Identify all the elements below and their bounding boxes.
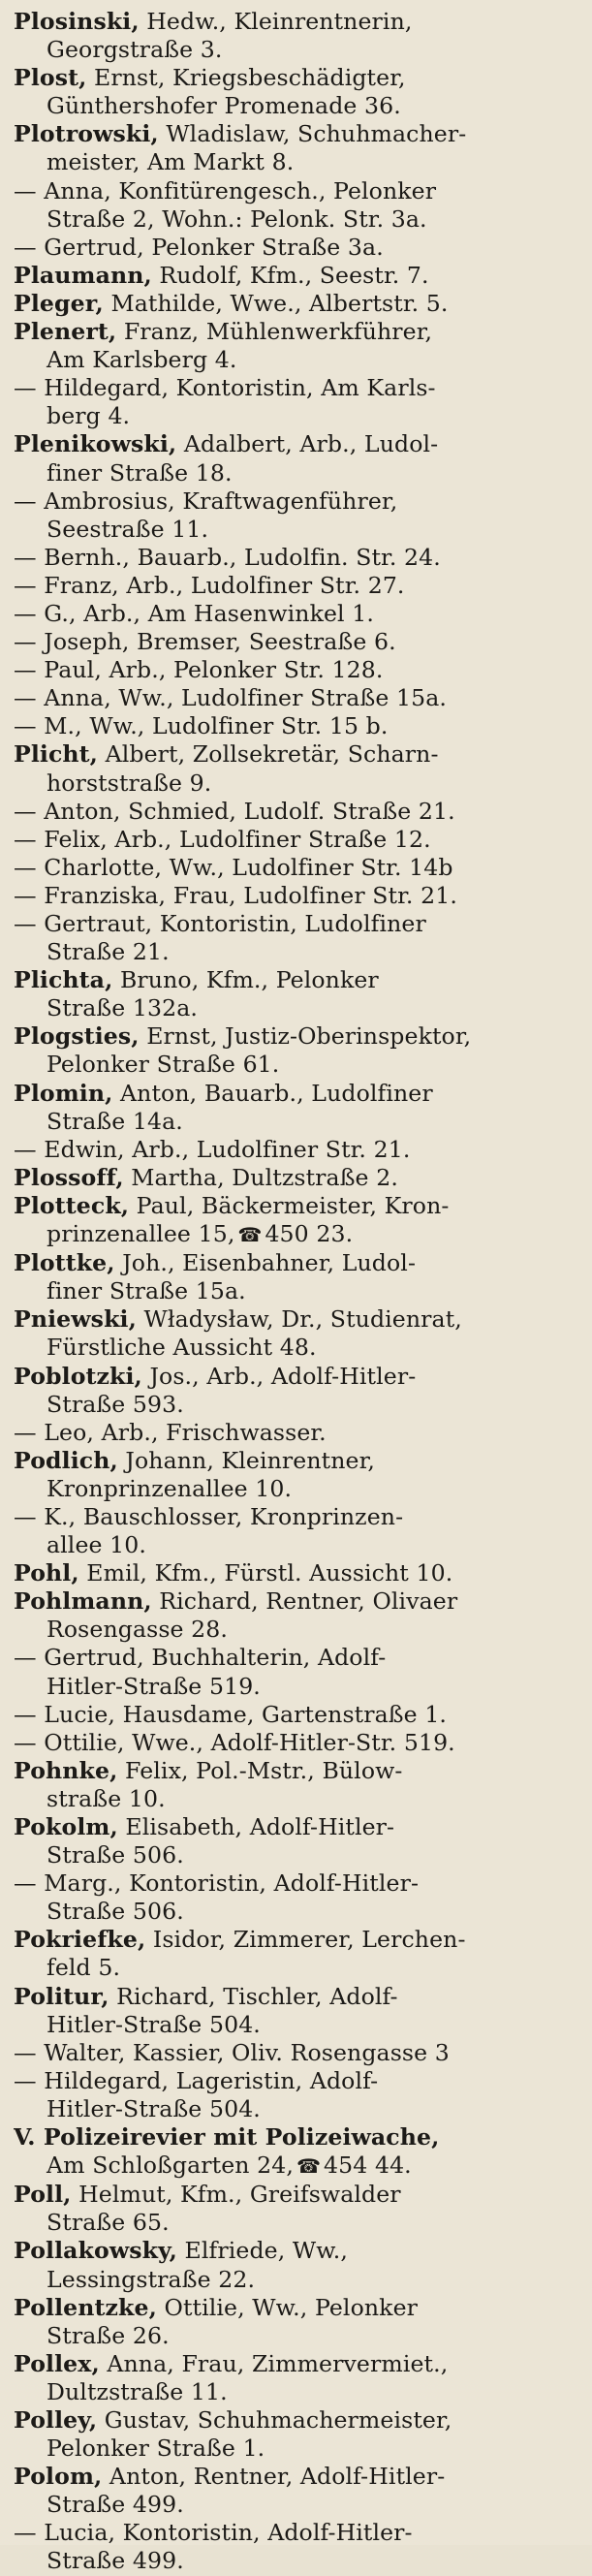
entry-surname: Plosinski, <box>14 8 140 35</box>
entry-surname: V. Polizeirevier mit Polizeiwache, <box>14 2123 440 2152</box>
entry-continuation-line <box>14 2266 578 2294</box>
directory-entry <box>14 1983 578 2039</box>
phone-number: 450 23. <box>265 1220 354 1248</box>
entry-details: Hedw., Kleinrentnerin, <box>139 8 413 35</box>
directory-entry <box>14 2067 578 2123</box>
telephone-icon: ☎ <box>296 2154 322 2179</box>
entry-continuation-line <box>14 2378 578 2406</box>
entry-surname: Pohlmann, <box>14 1587 152 1616</box>
entry-details: Kronprinzenallee 10. <box>47 1474 293 1502</box>
entry-details: — Felix, Arb., Ludolfiner Straße 12. <box>14 825 431 853</box>
entry-surname: Plenikowski, <box>14 430 177 458</box>
entry-continuation-line <box>14 2095 578 2123</box>
entry-first-line <box>14 487 578 516</box>
entry-surname: Podlich, <box>14 1446 118 1474</box>
entry-details: — Franziska, Frau, Ludolfiner Str. 21. <box>14 881 457 909</box>
entry-continuation-line <box>14 2152 578 2181</box>
entry-details: — Ottilie, Wwe., Adolf-Hitler-Str. 519. <box>14 1728 455 1756</box>
entry-details: Anton, Bauarb., Ludolfiner <box>112 1079 433 1107</box>
entry-details: allee 10. <box>47 1531 147 1559</box>
entry-continuation-line <box>14 1531 578 1559</box>
entry-details: — Charlotte, Ww., Ludolfiner Str. 14b <box>14 853 453 881</box>
entry-continuation-line <box>14 1334 578 1362</box>
entry-surname: Plotteck, <box>14 1191 130 1219</box>
entry-first-line <box>14 544 578 572</box>
directory-entry <box>14 290 578 318</box>
directory-entry <box>14 2123 578 2181</box>
directory-entry <box>14 740 578 797</box>
directory-entry <box>14 177 578 234</box>
directory-entry <box>14 1022 578 1079</box>
entry-surname: Pollex, <box>14 2349 100 2377</box>
directory-entry <box>14 1813 578 1869</box>
phone-number: 454 44. <box>324 2152 412 2180</box>
entry-details: horststraße 9. <box>47 769 212 797</box>
entry-details: — Joseph, Bremser, Seestraße 6. <box>14 628 396 656</box>
directory-entry <box>14 1729 578 1757</box>
directory-entry <box>14 318 578 374</box>
entry-details: Albert, Zollsekretär, Scharn- <box>98 740 439 769</box>
entry-continuation-line <box>14 770 578 798</box>
directory-entry <box>14 1644 578 1700</box>
entry-details: Bruno, Kfm., Pelonker <box>112 966 379 994</box>
entry-first-line <box>14 2406 578 2435</box>
entry-first-line <box>14 318 578 346</box>
entry-first-line <box>14 1503 578 1531</box>
entry-details: — Paul, Arb., Pelonker Str. 128. <box>14 656 384 684</box>
entry-details: Elisabeth, Adolf-Hitler- <box>117 1813 395 1840</box>
entry-details: Straße 21. <box>47 938 170 966</box>
entry-first-line <box>14 1164 578 1192</box>
entry-first-line <box>14 374 578 402</box>
entry-first-line <box>14 262 578 290</box>
entry-details: Adalbert, Arb., Ludol- <box>176 430 439 458</box>
entry-first-line <box>14 1080 578 1108</box>
directory-entry <box>14 262 578 290</box>
entry-details: — Anna, Konfitürengesch., Pelonker <box>14 176 437 204</box>
directory-entry <box>14 544 578 572</box>
entry-continuation-line <box>14 459 578 487</box>
entry-details: meister, Am Markt 8. <box>47 148 295 176</box>
entry-details: finer Straße 18. <box>47 458 233 487</box>
entry-details: — K., Bauschlosser, Kronprinzen- <box>14 1502 404 1530</box>
entry-first-line <box>14 234 578 262</box>
entry-first-line <box>14 2350 578 2378</box>
directory-entry <box>14 966 578 1022</box>
entry-details: Straße 65. <box>47 2209 170 2237</box>
entry-details: Georgstraße 3. <box>47 36 223 64</box>
entry-first-line <box>14 712 578 740</box>
entry-details: Pelonker Straße 61. <box>47 1051 280 1079</box>
directory-entry <box>14 487 578 544</box>
entry-details: Ernst, Justiz-Oberinspektor, <box>139 1022 472 1051</box>
entry-details: Hitler-Straße 504. <box>47 2094 261 2122</box>
entry-details: Richard, Rentner, Olivaer <box>151 1587 458 1616</box>
directory-entry <box>14 1305 578 1362</box>
directory-entry <box>14 2181 578 2237</box>
entry-surname: Politur, <box>14 1982 109 2010</box>
entry-continuation-line <box>14 36 578 64</box>
entry-continuation-line <box>14 1220 578 1249</box>
entry-continuation-line <box>14 516 578 544</box>
directory-entry <box>14 798 578 826</box>
directory-entry <box>14 1503 578 1559</box>
entry-details: straße 10. <box>47 1784 166 1812</box>
entry-first-line <box>14 8 578 36</box>
entry-details: Helmut, Kfm., Greifswalder <box>71 2181 401 2209</box>
entry-details: Wladislaw, Schuhmacher- <box>158 120 467 148</box>
entry-first-line <box>14 1701 578 1729</box>
directory-entry <box>14 120 578 176</box>
entry-continuation-line <box>14 92 578 120</box>
entry-continuation-line <box>14 1616 578 1644</box>
directory-entry <box>14 1136 578 1164</box>
entry-details: Paul, Bäckermeister, Kron- <box>129 1191 450 1219</box>
entry-surname: Plost, <box>14 64 87 92</box>
entry-first-line <box>14 2294 578 2322</box>
entry-first-line <box>14 1363 578 1391</box>
entry-details: Straße 14a. <box>47 1107 183 1135</box>
entry-details: Franz, Mühlenwerkführer, <box>116 318 433 346</box>
entry-surname: Poblotzki, <box>14 1362 142 1390</box>
directory-entry <box>14 2039 578 2067</box>
entry-first-line <box>14 120 578 148</box>
entry-first-line <box>14 430 578 458</box>
entry-details: Am Schloßgarten 24, <box>47 2152 295 2180</box>
entry-continuation-line <box>14 1898 578 1926</box>
entry-first-line <box>14 1729 578 1757</box>
entry-continuation-line <box>14 1108 578 1136</box>
directory-entry <box>14 1447 578 1503</box>
entry-surname: Plaumann, <box>14 261 152 289</box>
entry-details: Elfriede, Ww., <box>176 2237 348 2265</box>
directory-entry <box>14 2463 578 2519</box>
entry-continuation-line <box>14 205 578 234</box>
entry-continuation-line <box>14 1673 578 1701</box>
directory-entry <box>14 1363 578 1419</box>
entry-surname: Pollakowsky, <box>14 2237 177 2265</box>
entry-surname: Pohl, <box>14 1559 79 1587</box>
entry-continuation-line <box>14 2322 578 2350</box>
entry-details: — Walter, Kassier, Oliv. Rosengasse 3 <box>14 2038 450 2066</box>
directory-entry <box>14 234 578 262</box>
entry-details: — Ambrosius, Kraftwagenführer, <box>14 487 398 515</box>
entry-surname: Pohnke, <box>14 1756 118 1784</box>
entry-details: Straße 593. <box>47 1390 184 1418</box>
entry-first-line <box>14 1587 578 1616</box>
entry-surname: Plottke, <box>14 1249 115 1277</box>
entry-details: Straße 26. <box>47 2321 170 2349</box>
directory-entry <box>14 1926 578 1982</box>
directory-entry <box>14 64 578 120</box>
entry-details: — Bernh., Bauarb., Ludolfin. Str. 24. <box>14 543 441 571</box>
entry-continuation-line <box>14 346 578 374</box>
entry-first-line <box>14 1757 578 1785</box>
directory-entry <box>14 2237 578 2293</box>
entry-details: — Franz, Arb., Ludolfiner Str. 27. <box>14 571 405 599</box>
entry-surname: Plomin, <box>14 1079 113 1107</box>
directory-entry <box>14 8 578 64</box>
entry-first-line <box>14 740 578 769</box>
entry-continuation-line <box>14 1841 578 1869</box>
entry-continuation-line <box>14 2435 578 2463</box>
entry-first-line <box>14 177 578 205</box>
entry-details: Ernst, Kriegsbeschädigter, <box>86 64 406 92</box>
entry-details: Fürstliche Aussicht 48. <box>47 1334 317 1362</box>
entry-first-line <box>14 1022 578 1051</box>
entry-first-line <box>14 1869 578 1898</box>
entry-details: Isidor, Zimmerer, Lerchen- <box>145 1926 466 1954</box>
entry-first-line <box>14 2123 578 2152</box>
entry-surname: Plossoff, <box>14 1163 124 1191</box>
entry-continuation-line <box>14 148 578 176</box>
entry-first-line <box>14 2519 578 2547</box>
directory-entry <box>14 826 578 854</box>
entry-details: — G., Arb., Am Hasenwinkel 1. <box>14 599 374 627</box>
entry-first-line <box>14 826 578 854</box>
entry-details: berg 4. <box>47 402 131 430</box>
entry-continuation-line <box>14 994 578 1022</box>
entry-first-line <box>14 854 578 882</box>
entry-first-line <box>14 910 578 938</box>
entry-continuation-line <box>14 2011 578 2039</box>
entry-first-line <box>14 1305 578 1334</box>
entry-details: Rosengasse 28. <box>47 1616 229 1644</box>
directory-entry <box>14 1192 578 1249</box>
directory-entry <box>14 1587 578 1644</box>
directory-entry <box>14 1701 578 1729</box>
entry-details: finer Straße 15a. <box>47 1277 246 1305</box>
entry-details: Hitler-Straße 504. <box>47 2010 261 2038</box>
entry-first-line <box>14 1419 578 1447</box>
entry-first-line <box>14 1813 578 1841</box>
entry-details: Władysław, Dr., Studienrat, <box>136 1305 462 1334</box>
entry-continuation-line <box>14 1954 578 1982</box>
entry-details: — Lucia, Kontoristin, Adolf-Hitler- <box>14 2519 413 2547</box>
directory-entry <box>14 684 578 712</box>
directory-entry <box>14 1757 578 1813</box>
entry-first-line <box>14 1447 578 1475</box>
entry-details: Straße 506. <box>47 1841 184 1869</box>
entry-continuation-line <box>14 1391 578 1419</box>
directory-entry <box>14 1559 578 1587</box>
entry-details: Richard, Tischler, Adolf- <box>109 1982 398 2010</box>
entry-first-line <box>14 628 578 656</box>
directory-entry <box>14 600 578 628</box>
entry-details: Felix, Pol.-Mstr., Bülow- <box>117 1756 403 1784</box>
entry-details: prinzenallee 15, <box>47 1220 235 1248</box>
entry-surname: Pniewski, <box>14 1305 137 1334</box>
entry-details: — Edwin, Arb., Ludolfiner Str. 21. <box>14 1135 411 1163</box>
entry-details: Ottilie, Ww., Pelonker <box>156 2293 419 2321</box>
entry-details: — Gertraut, Kontoristin, Ludolfiner <box>14 910 426 937</box>
entry-details: Martha, Dultzstraße 2. <box>123 1163 398 1191</box>
entry-first-line <box>14 1192 578 1220</box>
directory-entry <box>14 854 578 882</box>
entry-continuation-line <box>14 2491 578 2519</box>
directory-entry <box>14 572 578 600</box>
entry-details: Anton, Rentner, Adolf-Hitler- <box>102 2463 446 2491</box>
directory-entry <box>14 2406 578 2463</box>
telephone-icon: ☎ <box>237 1223 263 1247</box>
entry-surname: Polley, <box>14 2405 98 2434</box>
entry-details: feld 5. <box>47 1954 121 1982</box>
directory-entry <box>14 1249 578 1305</box>
entry-details: — Hildegard, Lageristin, Adolf- <box>14 2066 379 2094</box>
entry-details: Johann, Kleinrentner, <box>117 1446 375 1474</box>
entry-first-line <box>14 64 578 92</box>
entry-continuation-line <box>14 2209 578 2237</box>
directory-entry <box>14 882 578 910</box>
entry-details: Jos., Arb., Adolf-Hitler- <box>141 1362 417 1390</box>
entry-first-line <box>14 290 578 318</box>
entry-details: Dultzstraße 11. <box>47 2377 228 2405</box>
entry-surname: Plenert, <box>14 318 117 346</box>
entry-details: — Lucie, Hausdame, Gartenstraße 1. <box>14 1700 448 1728</box>
directory-entry <box>14 1419 578 1447</box>
entry-surname: Pleger, <box>14 289 104 317</box>
entry-details: Hitler-Straße 519. <box>47 1672 261 1700</box>
entry-details: — M., Ww., Ludolfiner Str. 15 b. <box>14 712 389 740</box>
entry-first-line <box>14 2067 578 2095</box>
entry-surname: Pokolm, <box>14 1813 118 1840</box>
entry-surname: Plogsties, <box>14 1022 140 1051</box>
entry-details: Gustav, Schuhmachermeister, <box>97 2405 452 2434</box>
entry-details: — Anton, Schmied, Ludolf. Straße 21. <box>14 797 455 825</box>
entry-continuation-line <box>14 1475 578 1503</box>
entry-details: — Marg., Kontoristin, Adolf-Hitler- <box>14 1869 420 1898</box>
entry-surname: Plotrowski, <box>14 120 159 148</box>
entry-details: — Leo, Arb., Frischwasser. <box>14 1418 327 1446</box>
entry-first-line <box>14 1559 578 1587</box>
directory-entry <box>14 1869 578 1926</box>
entry-first-line <box>14 882 578 910</box>
directory-entry <box>14 1080 578 1136</box>
directory-entry <box>14 910 578 966</box>
directory-entry <box>14 712 578 740</box>
entry-surname: Polom, <box>14 2463 103 2491</box>
directory-entry <box>14 628 578 656</box>
entry-first-line <box>14 1983 578 2011</box>
entry-first-line <box>14 684 578 712</box>
entry-first-line <box>14 2237 578 2265</box>
entry-continuation-line <box>14 1785 578 1813</box>
entry-details: Straße 132a. <box>47 994 199 1022</box>
entry-first-line <box>14 2463 578 2491</box>
entry-details: — Anna, Ww., Ludolfiner Straße 15a. <box>14 684 447 712</box>
entry-details: Mathilde, Wwe., Albertstr. 5. <box>103 289 449 317</box>
entry-surname: Poll, <box>14 2181 72 2209</box>
entry-details: Straße 499. <box>47 2547 184 2575</box>
entry-details: Emil, Kfm., Fürstl. Aussicht 10. <box>78 1559 453 1587</box>
entry-surname: Pokriefke, <box>14 1926 146 1954</box>
directory-entry <box>14 2350 578 2406</box>
entry-details: Anna, Frau, Zimmervermiet., <box>99 2349 449 2377</box>
entry-surname: Plichta, <box>14 966 113 994</box>
entry-details: — Gertrud, Buchhalterin, Adolf- <box>14 1644 387 1672</box>
entry-continuation-line <box>14 1051 578 1079</box>
directory-entry <box>14 2519 578 2575</box>
entry-first-line <box>14 572 578 600</box>
entry-first-line <box>14 2039 578 2067</box>
entry-continuation-line <box>14 402 578 430</box>
entry-details: Seestraße 11. <box>47 515 209 543</box>
entry-surname: Plicht, <box>14 740 98 769</box>
entry-continuation-line <box>14 2547 578 2575</box>
entry-first-line <box>14 600 578 628</box>
entry-surname: Pollentzke, <box>14 2293 157 2321</box>
directory-entry <box>14 374 578 430</box>
entry-details: Günthershofer Promenade 36. <box>47 92 401 120</box>
entry-details: — Hildegard, Kontoristin, Am Karls- <box>14 374 436 402</box>
directory-entry <box>14 656 578 684</box>
entry-details: Straße 2, Wohn.: Pelonk. Str. 3a. <box>47 204 427 233</box>
entry-details: Straße 506. <box>47 1898 184 1926</box>
entry-details: — Gertrud, Pelonker Straße 3a. <box>14 233 384 261</box>
entry-first-line <box>14 1926 578 1954</box>
entry-details: Pelonker Straße 1. <box>47 2435 265 2463</box>
directory-entry <box>14 2294 578 2350</box>
entry-details: Joh., Eisenbahner, Ludol- <box>114 1249 417 1277</box>
directory-entry <box>14 1164 578 1192</box>
entry-first-line <box>14 966 578 994</box>
entry-first-line <box>14 798 578 826</box>
entry-details: Straße 499. <box>47 2491 184 2519</box>
entry-first-line <box>14 1644 578 1672</box>
entry-first-line <box>14 656 578 684</box>
directory-entry <box>14 430 578 487</box>
entry-details: Lessingstraße 22. <box>47 2265 256 2293</box>
entry-details: Am Karlsberg 4. <box>47 346 237 374</box>
entry-first-line <box>14 1249 578 1277</box>
entry-first-line <box>14 2181 578 2209</box>
entry-continuation-line <box>14 1277 578 1305</box>
entry-continuation-line <box>14 938 578 966</box>
entry-details: Rudolf, Kfm., Seestr. 7. <box>151 261 429 289</box>
entry-first-line <box>14 1136 578 1164</box>
